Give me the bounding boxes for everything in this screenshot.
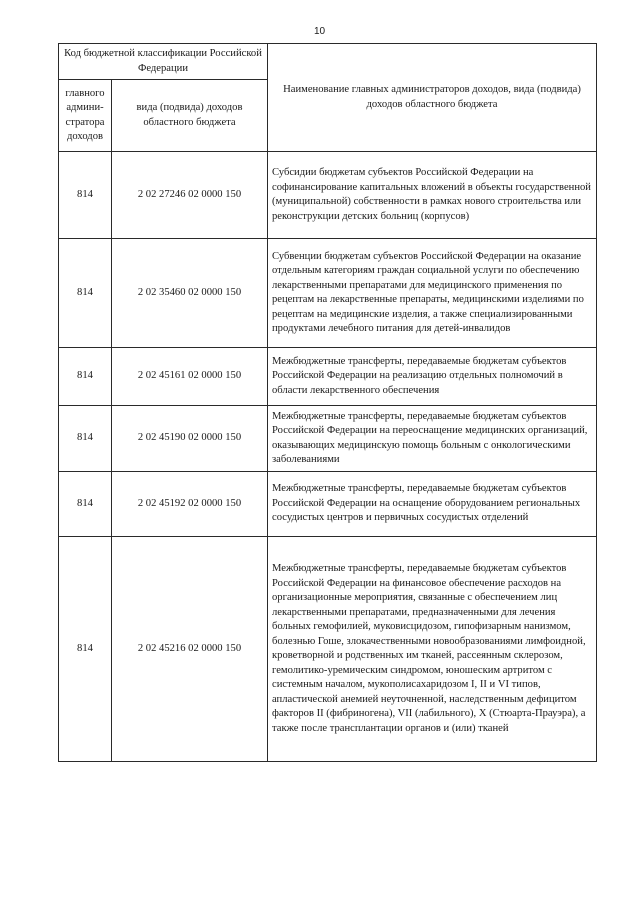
- table-row: [59, 472, 597, 537]
- admin-code-cell: 814: [59, 152, 112, 239]
- admin-code-cell: 814: [59, 537, 112, 762]
- table-row: [59, 537, 597, 762]
- header-admin-column: главного админи-стратора доходов: [59, 80, 112, 152]
- admin-code-cell: 814: [59, 472, 112, 537]
- income-name-cell: Субвенции бюджетам субъектов Российской Федерации на оказание отдельным категориям граждан социальной услуги по обеспечению лекарственными препаратами для медицинского применения по рецептам на лекарственные препараты, медицинскими изделиями по рецептам на медицинские изделия, а также специализированными продуктами лечебного питания для детей-инвалидов: [268, 239, 597, 348]
- admin-code-cell: 814: [59, 348, 112, 406]
- table-row: [59, 239, 597, 348]
- income-name-cell: Межбюджетные трансферты, передаваемые бюджетам субъектов Российской Федерации на реализацию отдельных полномочий в области лекарственного обеспечения: [268, 348, 597, 406]
- income-name-cell: Межбюджетные трансферты, передаваемые бюджетам субъектов Российской Федерации на финансовое обеспечение расходов на организационные мероприятия, связанные с обеспечением лиц лекарственными препаратами, предназначенными для лечения больных гемофилией, муковисцидозом, гипофизарным нанизмом, болезнью Гоше, злокачественными новообразованиями лимфоидной, кроветворной и родственных им тканей, рассеянным склерозом, гемолитико-уремическим синдромом, юношеским артритом с системным началом, мукополисахаридозом I, II и VI типов, апластической анемией неуточненной, наследственным дефицитом факторов II (фибриногена), VII (лабильного), X (Стюарта-Прауэра), а также после трансплантации органов и (или) тканей: [268, 537, 597, 762]
- table-row: [59, 406, 597, 472]
- income-code-cell: 2 02 27246 02 0000 150: [112, 152, 268, 239]
- table-row: [59, 152, 597, 239]
- header-code-group: Код бюджетной классификации Российской Федерации: [59, 44, 268, 80]
- income-code-cell: 2 02 35460 02 0000 150: [112, 239, 268, 348]
- header-row-1: [59, 44, 597, 80]
- header-type-column: вида (подвида) доходов областного бюджета: [112, 80, 268, 152]
- income-name-cell: Межбюджетные трансферты, передаваемые бюджетам субъектов Российской Федерации на переоснащение медицинских организаций, оказывающих медицинскую помощь больным с онкологическими заболеваниями: [268, 406, 597, 472]
- page-number: 10: [313, 26, 326, 37]
- income-name-cell: Субсидии бюджетам субъектов Российской Федерации на софинансирование капитальных вложений в объекты государственной (муниципальной) собственности в рамках нового строительства или реконструкции детских больниц (корпусов): [268, 152, 597, 239]
- admin-code-cell: 814: [59, 239, 112, 348]
- table-row: [59, 348, 597, 406]
- admin-code-cell: 814: [59, 406, 112, 472]
- income-code-cell: 2 02 45192 02 0000 150: [112, 472, 268, 537]
- income-code-cell: 2 02 45216 02 0000 150: [112, 537, 268, 762]
- budget-classification-table: [58, 43, 597, 762]
- header-name-column: Наименование главных администраторов доходов, вида (подвида) доходов областного бюджета: [268, 44, 597, 152]
- income-code-cell: 2 02 45161 02 0000 150: [112, 348, 268, 406]
- income-code-cell: 2 02 45190 02 0000 150: [112, 406, 268, 472]
- income-name-cell: Межбюджетные трансферты, передаваемые бюджетам субъектов Российской Федерации на оснащение оборудованием региональных сосудистых центров и первичных сосудистых отделений: [268, 472, 597, 537]
